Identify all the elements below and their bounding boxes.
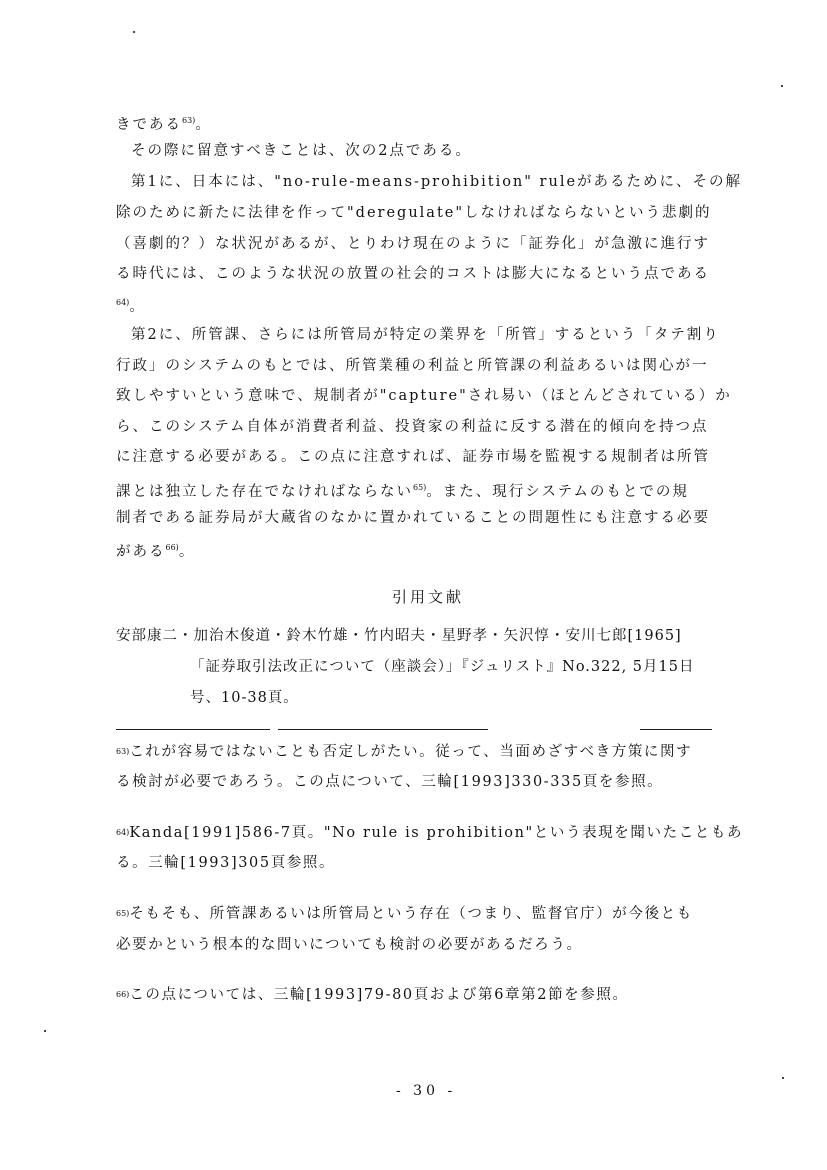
footnote (116, 904, 693, 924)
reference-entry-cont: 号、10-38頁。 (190, 690, 299, 706)
scan-speck (781, 85, 783, 87)
body-line: 行政」のシステムのもとでは、所管業種の利益と所管課の利益あるいは関心が一 (116, 358, 709, 374)
footnote (116, 823, 743, 843)
body-line (116, 293, 146, 317)
scan-speck (133, 31, 135, 33)
footnote-separator (640, 729, 712, 730)
body-text-span: がある (116, 543, 166, 560)
body-line: 第1に、日本には、"no-rule-means-prohibition" ruleがあるために、その解 (131, 174, 743, 190)
body-text-span: きである (116, 116, 182, 133)
footnote-ref[interactable]: 63) (182, 116, 196, 125)
body-line: 致しやすいという意味で、規制者が"capture"され易い（ほとんどされている）か (116, 388, 732, 404)
footnote-ref[interactable]: 64) (116, 298, 130, 307)
body-text-span: 。 (178, 543, 196, 560)
reference-entry-cont: 「証券取引法改正について（座談会）」『ジュリスト』No.322, 5月15日 (190, 659, 695, 675)
body-text-span: 。 (195, 116, 212, 133)
footnote-mark: 63) (116, 747, 130, 756)
footnote-text: そもそも、所管課あるいは所管局という存在（つまり、監督官庁）が今後とも (129, 906, 693, 922)
footnote-separator (116, 729, 270, 730)
body-line: ら、このシステム自体が消費者利益、投資家の利益に反する潜在的傾向を持つ点 (116, 419, 709, 435)
body-line (116, 478, 689, 502)
footnote (116, 742, 692, 762)
body-line: に注意する必要がある。この点に注意すれば、証券市場を監視する規制者は所管 (116, 449, 710, 465)
footnote (116, 985, 629, 1005)
footnote-text: これが容易ではないことも否定しがたい。従って、当面めざすべき方策に関す (129, 744, 693, 760)
footnote-cont: る。三輪[1993]305頁参照。 (116, 855, 336, 871)
body-line: る時代には、このような状況の放置の社会的コストは膨大になるという点である (116, 266, 710, 282)
footnote-mark: 64) (116, 828, 130, 837)
footnote-cont: 必要かという根本的な問いについても検討の必要があるだろう。 (116, 937, 583, 953)
body-text-span: 。 (129, 298, 146, 315)
footnote-mark: 65) (116, 909, 130, 918)
body-line: （喜劇的？）な状況があるが、とりわけ現在のように「証券化」が急激に進行す (116, 236, 710, 252)
body-line: 第2に、所管課、さらには所管局が特定の業界を「所管」するという「タテ割り (131, 327, 720, 343)
body-line: 制者である証券局が大蔵省のなかに置かれていることの問題性にも注意する必要 (116, 510, 710, 526)
footnote-ref[interactable]: 66) (165, 543, 179, 552)
footnote-separator (278, 729, 488, 730)
body-text-span: 。また、現行システムのもとでの規 (426, 483, 689, 500)
body-line: その際に留意すべきことは、次の2点である。 (131, 143, 472, 159)
reference-entry: 安部康二・加治木俊道・鈴木竹雄・竹内昭夫・星野孝・矢沢惇・安川七郎[1965] (116, 628, 682, 644)
page-number: - 30 - (396, 1083, 457, 1099)
footnote-cont: る検討が必要であろう。この点について、三輪[1993]330-335頁を参照。 (116, 774, 664, 790)
body-text-span: 課とは独立した存在でなければならない (116, 483, 413, 500)
footnote-text: Kanda[1991]586-7頁。"No rule is prohibition"という表現を聞いたこともあ (129, 825, 744, 841)
footnote-ref[interactable]: 65) (413, 483, 427, 492)
body-line (116, 538, 195, 562)
footnote-mark: 66) (116, 990, 130, 999)
scan-speck (44, 1030, 46, 1032)
references-heading: 引用文献 (392, 588, 465, 606)
scan-speck (782, 1077, 784, 1079)
body-line (116, 111, 212, 135)
footnote-text: この点については、三輪[1993]79-80頁および第6章第2節を参照。 (129, 987, 629, 1003)
body-line: 除のために新たに法律を作って"deregulate"しなければならないという悲劇的 (116, 205, 712, 221)
